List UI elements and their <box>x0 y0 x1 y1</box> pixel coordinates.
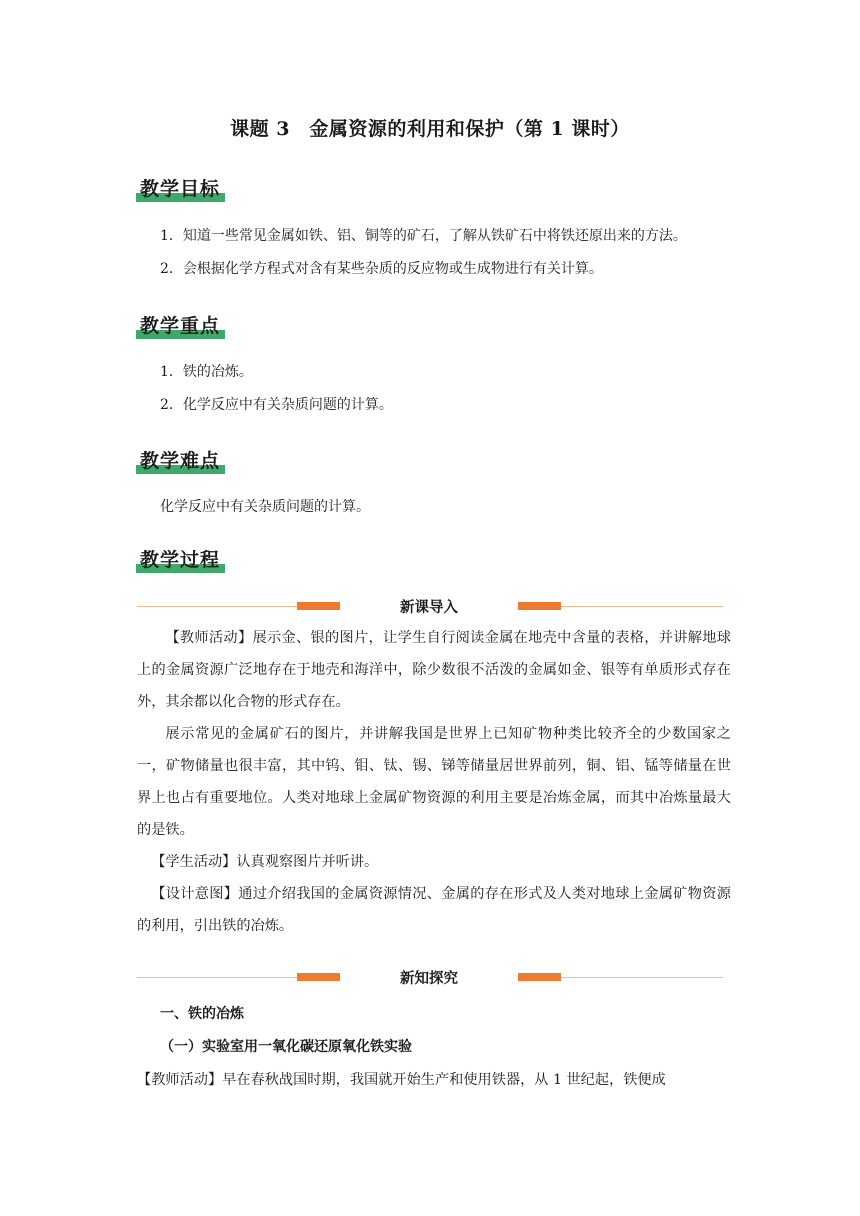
objective-item-2: 2．会根据化学方程式对含有某些杂质的反应物或生成物进行有关计算。 <box>160 261 603 277</box>
key-point-item-1: 1．铁的冶炼。 <box>160 364 253 380</box>
divider-accent <box>297 602 340 610</box>
divider-intro <box>137 596 723 616</box>
intro-paragraph-3: 【学生活动】认真观察图片并听讲。 <box>151 854 379 870</box>
divider-label: 新课导入 <box>400 600 458 616</box>
section-heading-label: 教学难点 <box>140 450 221 472</box>
divider-line <box>561 977 723 978</box>
section-heading-process <box>136 545 220 575</box>
divider-accent <box>518 602 561 610</box>
intro-paragraph-1: 【教师活动】展示金、银的图片，让学生自行阅读金属在地壳中含量的表格，并讲解地球上的金属资源广泛地存在于地壳和海洋中，除少数很不活泼的金属如金、银等有单质形式存在外，其余都以化合物的形式存在。 <box>137 630 731 710</box>
intro-text <box>137 622 731 942</box>
subheading-lab-experiment: （一）实验室用一氧化碳还原氧化铁实验 <box>160 1039 412 1055</box>
divider-accent <box>297 973 340 981</box>
divider-line <box>137 977 297 978</box>
section-heading-key-points <box>136 311 220 341</box>
page-title: 课题 3 金属资源的利用和保护（第 1 课时） <box>230 118 630 140</box>
section-heading-difficulties <box>136 446 220 476</box>
section-heading-label: 教学过程 <box>140 549 221 571</box>
explore-text <box>137 1064 731 1096</box>
key-point-item-2: 2．化学反应中有关杂质问题的计算。 <box>160 397 393 413</box>
intro-paragraph-2: 展示常见的金属矿石的图片，并讲解我国是世界上已知矿物种类比较齐全的少数国家之一，矿物储量也很丰富，其中钨、钼、钛、锡、锑等储量居世界前列，铜、铝、锰等储量在世界上也占有重要地位。人类对地球上金属矿物资源的利用主要是冶炼金属，而其中冶炼量最大的是铁。 <box>137 726 731 838</box>
section-heading-label: 教学重点 <box>140 315 221 337</box>
divider-line <box>561 606 723 607</box>
difficulty-item-1: 化学反应中有关杂质问题的计算。 <box>160 499 370 515</box>
divider-label: 新知探究 <box>400 971 458 987</box>
section-heading-label: 教学目标 <box>140 178 221 200</box>
subheading-iron-smelting: 一、铁的冶炼 <box>160 1006 244 1022</box>
divider-explore <box>137 967 723 987</box>
explore-paragraph: 【教师活动】早在春秋战国时期，我国就开始生产和使用铁器，从 1 世纪起，铁便成 <box>137 1072 666 1088</box>
divider-line <box>137 606 297 607</box>
divider-accent <box>518 973 561 981</box>
section-heading-objectives <box>136 174 220 204</box>
objective-item-1: 1．知道一些常见金属如铁、铝、铜等的矿石，了解从铁矿石中将铁还原出来的方法。 <box>160 228 687 244</box>
intro-paragraph-4: 【设计意图】通过介绍我国的金属资源情况、金属的存在形式及人类对地球上金属矿物资源的利用，引出铁的冶炼。 <box>137 886 731 934</box>
